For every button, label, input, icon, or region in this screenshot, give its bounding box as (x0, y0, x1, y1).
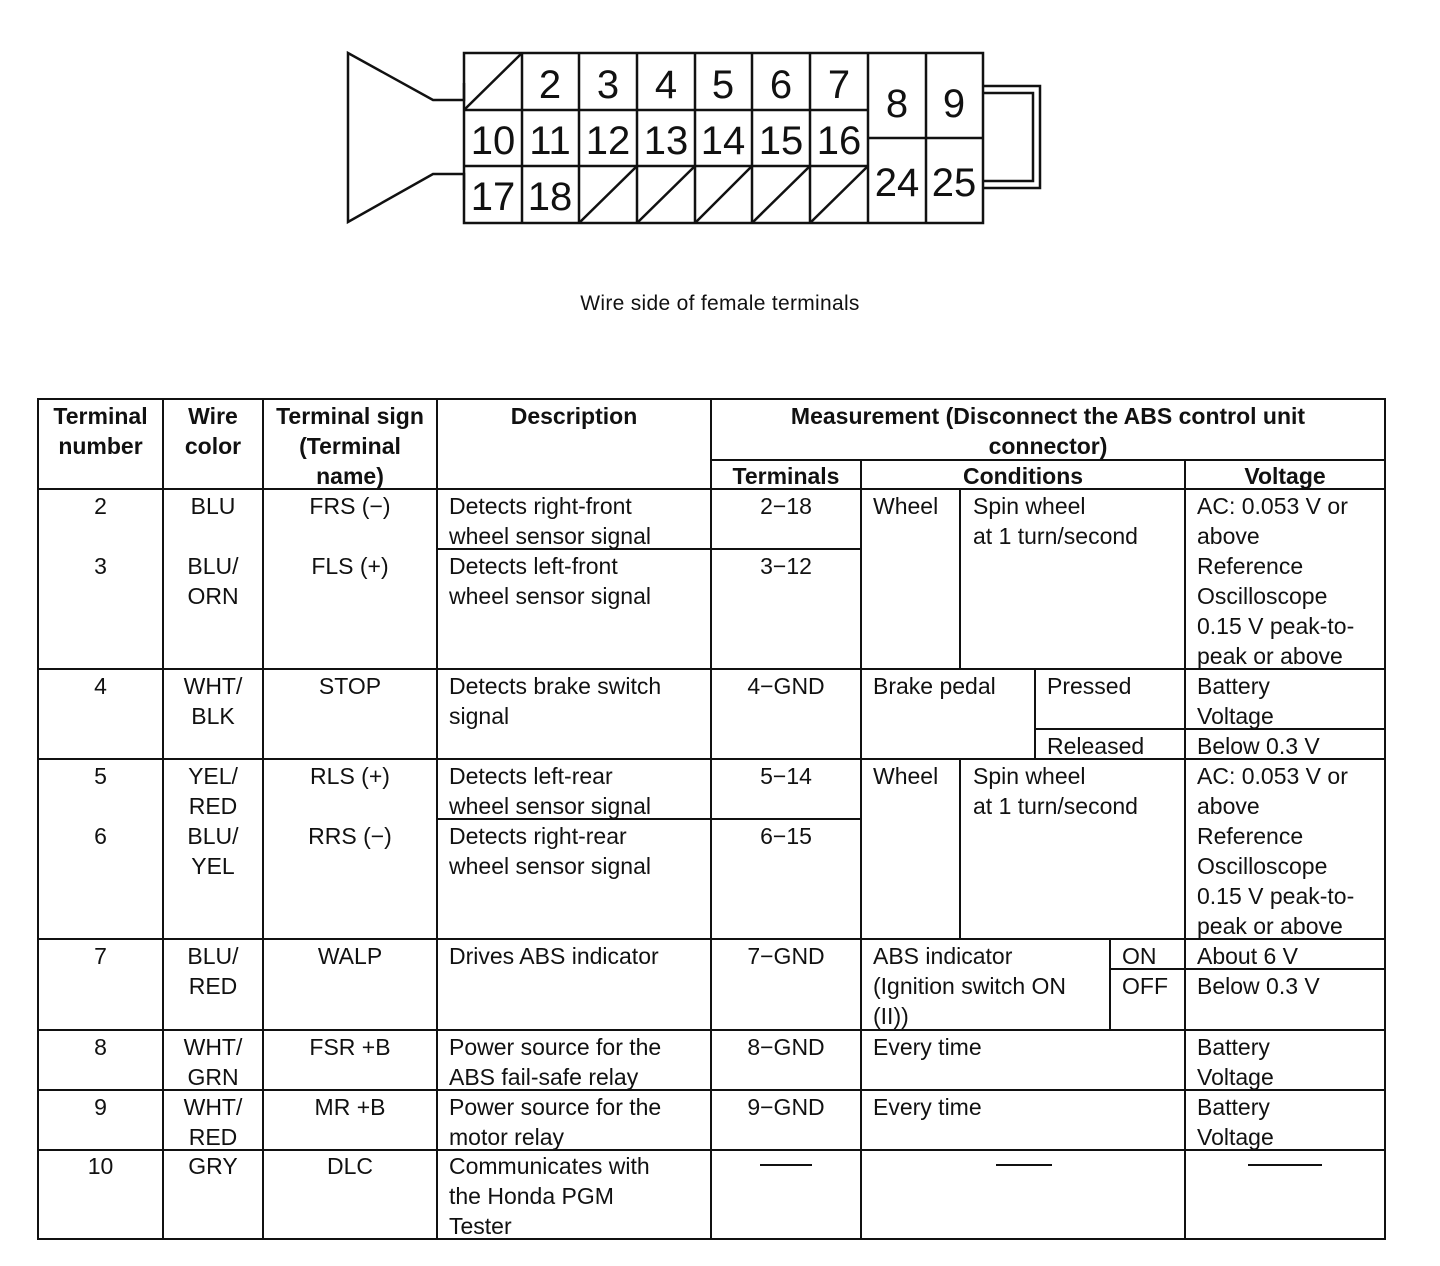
cond-every-time-9: Every time (873, 1094, 982, 1120)
pin-label: 17 (470, 175, 516, 219)
terminal-sign-text: FLS (+) (311, 553, 389, 579)
cond-on: ON (1122, 943, 1157, 969)
description-cell (449, 491, 709, 551)
pin-label: 18 (527, 175, 573, 219)
volt-below-walp: Below 0.3 V (1197, 973, 1320, 999)
header-terminal-number: Terminal number (53, 403, 148, 459)
pin-label: 14 (700, 119, 746, 163)
measure-terminals-cell (711, 671, 861, 701)
measure-terminals-text: 3−12 (760, 553, 812, 579)
terminal-sign-cell (263, 941, 437, 971)
measure-terminals-text: 5−14 (760, 763, 812, 789)
terminal-number-text: 7 (94, 943, 107, 969)
wire-color-text: RED (188, 793, 238, 819)
cond-spin-wheel-rear: Spin wheel at 1 turn/second (973, 763, 1138, 819)
dash-terminals (760, 1164, 812, 1166)
wire-color-text: YEL/ (188, 763, 238, 789)
header-conditions: Conditions (962, 463, 1084, 489)
volt-battery-9: Battery Voltage (1197, 1094, 1274, 1150)
description-text: the Honda PGM (449, 1183, 614, 1209)
pin-label: 2 (538, 63, 562, 107)
description-cell (449, 941, 709, 971)
wire-color-cell (163, 491, 263, 521)
description-text: signal (449, 703, 510, 729)
measure-terminals-cell (711, 1032, 861, 1062)
dash-voltage (1248, 1164, 1322, 1166)
header-description: Description (510, 403, 638, 429)
pin-label: 3 (596, 63, 620, 107)
terminal-number-text: 9 (94, 1094, 107, 1120)
volt-ac-rear: AC: 0.053 V or above Reference Oscilloscope 0.15 V peak-to- peak or above (1197, 763, 1355, 939)
wire-color-text: GRY (188, 1153, 238, 1179)
wire-color-cell (163, 761, 263, 821)
wire-color-text: RED (188, 1124, 238, 1150)
pin-label: 7 (827, 63, 851, 107)
wire-color-text: RED (188, 973, 238, 999)
description-text: Power source for the (449, 1034, 662, 1060)
wire-color-cell (163, 1151, 263, 1181)
connector-caption: Wire side of female terminals (580, 292, 860, 315)
header-voltage: Voltage (1244, 463, 1326, 489)
measure-terminals-cell (711, 821, 861, 851)
measure-terminals-cell (711, 551, 861, 581)
terminal-sign-cell (263, 821, 437, 851)
terminal-number-text: 10 (87, 1153, 114, 1179)
wire-color-text: BLU (190, 493, 236, 519)
terminal-number-cell (38, 1032, 163, 1062)
volt-battery-stop: Battery Voltage (1197, 673, 1274, 729)
cond-released: Released (1047, 733, 1145, 759)
pin-label: 9 (942, 82, 966, 126)
volt-below-stop: Below 0.3 V (1197, 733, 1320, 759)
cond-off: OFF (1122, 973, 1168, 999)
terminal-number-cell (38, 821, 163, 851)
measure-terminals-text: 9−GND (747, 1094, 825, 1120)
terminal-sign-cell (263, 491, 437, 521)
wire-color-text: WHT/ (183, 1034, 243, 1060)
header-terminals: Terminals (732, 463, 840, 489)
description-text: ABS fail-safe relay (449, 1064, 639, 1090)
terminal-number-cell (38, 491, 163, 521)
description-cell (449, 671, 709, 731)
terminal-number-text: 8 (94, 1034, 107, 1060)
volt-ac-front: AC: 0.053 V or above Reference Oscilloscope 0.15 V peak-to- peak or above (1197, 493, 1355, 669)
wire-color-text: BLK (191, 703, 235, 729)
terminal-sign-cell (263, 1151, 437, 1181)
measure-terminals-cell (711, 491, 861, 521)
pin-label: 11 (529, 119, 571, 163)
cond-every-time-8: Every time (873, 1034, 982, 1060)
terminal-sign-text: FRS (−) (309, 493, 391, 519)
pin-label: 12 (585, 119, 631, 163)
cond-wheel: Wheel (873, 493, 939, 519)
description-text: Detects left-front (449, 553, 618, 579)
terminal-sign-text: WALP (317, 943, 383, 969)
terminal-number-text: 3 (94, 553, 107, 579)
description-text: motor relay (449, 1124, 565, 1150)
pin-label: 25 (931, 161, 977, 205)
terminal-number-cell (38, 671, 163, 701)
description-text: Tester (449, 1213, 512, 1239)
measure-terminals-cell (711, 761, 861, 791)
terminal-number-cell (38, 1151, 163, 1181)
dash-conditions (996, 1164, 1052, 1166)
measure-terminals-text: 6−15 (760, 823, 812, 849)
description-cell (449, 821, 709, 881)
terminal-sign-cell (263, 671, 437, 701)
wire-color-text: ORN (187, 583, 239, 609)
wire-color-cell (163, 1092, 263, 1152)
terminal-sign-text: MR +B (314, 1094, 386, 1120)
wire-color-text: YEL (191, 853, 235, 879)
header-measurement: Measurement (Disconnect the ABS control unit connector) (790, 403, 1306, 459)
terminal-number-text: 4 (94, 673, 107, 699)
description-text: wheel sensor signal (449, 853, 652, 879)
pin-label: 13 (643, 119, 689, 163)
measure-terminals-text: 7−GND (747, 943, 825, 969)
terminal-sign-cell (263, 1092, 437, 1122)
description-text: Drives ABS indicator (449, 943, 659, 969)
pin-label: 4 (654, 63, 678, 107)
terminal-number-text: 6 (94, 823, 107, 849)
pin-label: 15 (758, 119, 804, 163)
wire-color-cell (163, 821, 263, 881)
terminal-number-cell (38, 941, 163, 971)
pin-label: 10 (470, 119, 516, 163)
terminal-number-text: 2 (94, 493, 107, 519)
description-text: Detects left-rear (449, 763, 613, 789)
pin-label: 24 (874, 161, 920, 205)
description-cell (449, 761, 709, 821)
header-terminal-sign: Terminal sign (Terminal name) (276, 403, 424, 489)
pin-label: 6 (769, 63, 793, 107)
cond-wheel-rear: Wheel (873, 763, 939, 789)
wire-color-text: GRN (187, 1064, 239, 1090)
terminal-sign-cell (263, 551, 437, 581)
terminal-number-cell (38, 551, 163, 581)
description-text: Detects right-rear (449, 823, 627, 849)
wire-color-text: WHT/ (183, 1094, 243, 1120)
wire-color-cell (163, 551, 263, 611)
pin-label: 5 (711, 63, 735, 107)
wire-color-cell (163, 941, 263, 1001)
terminal-sign-text: FSR +B (309, 1034, 391, 1060)
description-text: wheel sensor signal (449, 793, 652, 819)
pin-label: 16 (816, 119, 862, 163)
description-text: Detects right-front (449, 493, 632, 519)
measure-terminals-cell (711, 941, 861, 971)
terminal-sign-text: RLS (+) (310, 763, 390, 789)
description-cell (449, 551, 709, 611)
description-cell (449, 1032, 709, 1092)
header-wire-color: Wire color (184, 403, 242, 459)
measure-terminals-text: 2−18 (760, 493, 812, 519)
terminal-number-cell (38, 1092, 163, 1122)
terminal-sign-text: STOP (318, 673, 382, 699)
cond-spin-wheel: Spin wheel at 1 turn/second (973, 493, 1138, 549)
pin-label: 8 (885, 82, 909, 126)
volt-battery-8: Battery Voltage (1197, 1034, 1274, 1090)
description-text: Power source for the (449, 1094, 662, 1120)
wire-color-text: BLU/ (187, 943, 239, 969)
terminal-number-text: 5 (94, 763, 107, 789)
wire-color-cell (163, 671, 263, 731)
description-cell (449, 1151, 709, 1241)
measure-terminals-cell (711, 1092, 861, 1122)
measure-terminals-text: 4−GND (747, 673, 825, 699)
description-text: wheel sensor signal (449, 583, 652, 609)
cond-pressed: Pressed (1047, 673, 1132, 699)
wire-color-text: BLU/ (187, 553, 239, 579)
cond-brake-pedal: Brake pedal (873, 673, 996, 699)
terminal-sign-cell (263, 1032, 437, 1062)
wire-color-cell (163, 1032, 263, 1092)
terminal-sign-text: DLC (326, 1153, 373, 1179)
cond-abs-indicator: ABS indicator (Ignition switch ON (II)) (873, 943, 1067, 1029)
terminal-sign-cell (263, 761, 437, 791)
description-text: wheel sensor signal (449, 523, 652, 549)
volt-about-6v: About 6 V (1197, 943, 1299, 969)
measure-terminals-text: 8−GND (747, 1034, 825, 1060)
wire-color-text: WHT/ (183, 673, 243, 699)
terminal-sign-text: RRS (−) (308, 823, 392, 849)
description-text: Detects brake switch (449, 673, 662, 699)
terminal-number-cell (38, 761, 163, 791)
description-cell (449, 1092, 709, 1152)
wire-color-text: BLU/ (187, 823, 239, 849)
description-text: Communicates with (449, 1153, 650, 1179)
